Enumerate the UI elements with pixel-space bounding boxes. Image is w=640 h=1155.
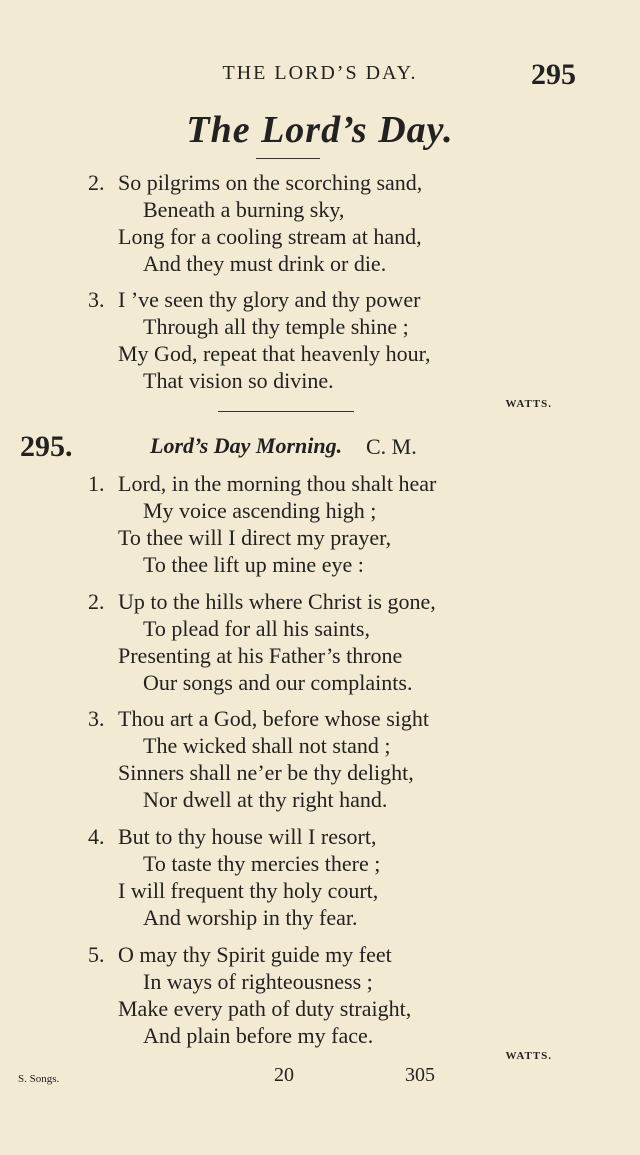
stanza-number: 5.	[88, 942, 105, 967]
verse-line: Beneath a burning sky,	[143, 197, 345, 222]
verse-line: To thee lift up mine eye :	[143, 552, 364, 577]
stanza-number: 2.	[88, 170, 105, 195]
hymn-meter: C. M.	[366, 434, 417, 459]
verse-line: Thou art a God, before whose sight	[118, 706, 429, 731]
stanza-number: 4.	[88, 824, 105, 849]
verse-line: My God, repeat that heavenly hour,	[118, 341, 431, 366]
verse-line: Up to the hills where Christ is gone,	[118, 589, 436, 614]
page-number: 295	[531, 58, 576, 91]
verse-line: Nor dwell at thy right hand.	[143, 787, 388, 812]
verse-line: The wicked shall not stand ;	[143, 733, 391, 758]
verse-line: So pilgrims on the scorching sand,	[118, 170, 423, 195]
attribution: WATTS.	[505, 1050, 552, 1062]
sheet-number: 20	[274, 1064, 294, 1086]
verse-line: Our songs and our complaints.	[143, 670, 413, 695]
title-rule	[256, 158, 320, 159]
folio-number: 305	[405, 1064, 435, 1086]
verse-line: Make every path of duty straight,	[118, 996, 412, 1021]
verse-line: Lord, in the morning thou shalt hear	[118, 471, 437, 496]
hymn-number: 295.	[20, 430, 73, 463]
verse-line: Sinners shall ne’er be thy delight,	[118, 760, 414, 785]
verse-line: To thee will I direct my prayer,	[118, 525, 392, 550]
verse-line: O may thy Spirit guide my feet	[118, 942, 392, 967]
signature-mark: S. Songs.	[18, 1073, 60, 1085]
verse-line: I will frequent thy holy court,	[118, 878, 379, 903]
hymn-title: Lord’s Day Morning.	[150, 433, 343, 458]
stanza-number: 2.	[88, 589, 105, 614]
section-title: The Lord’s Day.	[186, 109, 454, 151]
verse-line: Long for a cooling stream at hand,	[118, 224, 422, 249]
verse-line: That vision so divine.	[143, 368, 334, 393]
verse-line: To taste thy mercies there ;	[143, 851, 381, 876]
verse-line: And plain before my face.	[143, 1023, 374, 1048]
running-head: THE LORD’S DAY.	[222, 62, 418, 84]
verse-line: I ’ve seen thy glory and thy power	[118, 287, 421, 312]
verse-line: But to thy house will I resort,	[118, 824, 377, 849]
verse-line: To plead for all his saints,	[143, 616, 370, 641]
hymn-divider	[218, 411, 354, 412]
verse-line: Presenting at his Father’s throne	[118, 643, 403, 668]
stanza-number: 3.	[88, 287, 105, 312]
verse-line: My voice ascending high ;	[143, 498, 377, 523]
attribution: WATTS.	[505, 398, 552, 410]
verse-line: And worship in thy fear.	[143, 905, 358, 930]
stanza-number: 3.	[88, 706, 105, 731]
verse-line: And they must drink or die.	[143, 251, 387, 276]
verse-line: In ways of righteousness ;	[143, 969, 373, 994]
stanza-number: 1.	[88, 471, 105, 496]
verse-line: Through all thy temple shine ;	[143, 314, 409, 339]
